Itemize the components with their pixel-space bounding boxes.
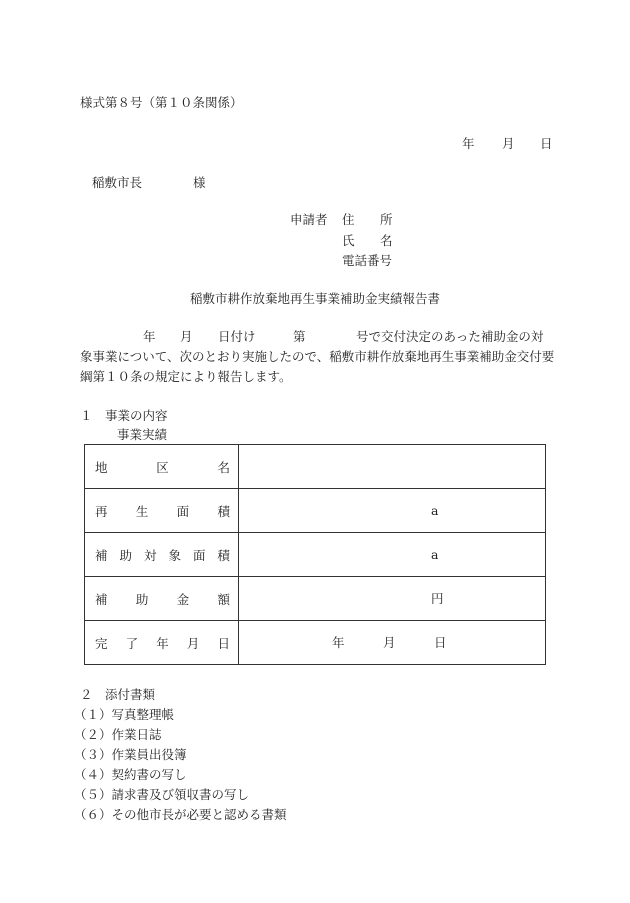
addressee-honorific: 様	[193, 175, 206, 190]
date-day: 日	[540, 136, 553, 151]
applicant-name-char-1: 氏	[342, 233, 355, 248]
label-char: 補	[95, 591, 108, 607]
results-table	[84, 444, 546, 665]
section1-subheading: 事業実績	[117, 427, 168, 442]
label-char: 区	[156, 459, 169, 475]
attachment-item-3: （３）作業員出役簿	[74, 747, 187, 762]
document-title: 稲敷市耕作放棄地再生事業補助金実績報告書	[189, 291, 440, 306]
label-char: 年	[156, 635, 169, 651]
row-label-reclaimed-area	[85, 489, 239, 533]
label-char: 象	[168, 547, 181, 563]
attachment-item-1: （１）写真整理帳	[74, 707, 175, 722]
section1-heading: １ 事業の内容	[80, 408, 168, 423]
date-year: 年	[462, 136, 475, 151]
table-row	[85, 533, 546, 577]
value-cell-reclaimed-area[interactable]	[239, 489, 546, 533]
table-row	[85, 577, 546, 621]
date-month: 月	[502, 136, 515, 151]
label-char: 地	[95, 459, 108, 475]
completion-month: 月	[383, 635, 396, 650]
body-line3: 綱第１０条の規定により報告します。	[80, 369, 292, 384]
form-number: 様式第８号（第１０条関係）	[80, 95, 243, 110]
unit-are: a	[431, 503, 439, 518]
row-label-district	[85, 445, 239, 489]
body-month: 月	[180, 329, 193, 344]
completion-day: 日	[434, 635, 447, 650]
value-cell-completion-date[interactable]	[239, 621, 546, 665]
label-char: 了	[125, 635, 139, 651]
section2-heading: ２ 添付書類	[80, 687, 156, 702]
table-row	[85, 445, 546, 489]
attachment-item-4: （４）契約書の写し	[74, 767, 187, 782]
label-char: 再	[95, 503, 108, 519]
label-char: 金	[176, 591, 190, 607]
body-dai: 第	[293, 329, 306, 344]
applicant-name-char-2: 名	[380, 233, 393, 248]
value-cell-subsidy-area[interactable]	[239, 533, 546, 577]
unit-are: a	[431, 547, 439, 562]
attachment-item-6: （６）その他市長が必要と認める書類	[74, 807, 287, 822]
addressee-name: 稲敷市長	[92, 175, 143, 190]
label-char: 積	[217, 547, 230, 563]
table-row	[85, 489, 546, 533]
applicant-address-char-1: 住	[342, 212, 355, 227]
attachment-item-2: （２）作業日誌	[74, 727, 162, 742]
unit-yen: 円	[431, 591, 444, 606]
label-char: 助	[119, 547, 132, 563]
label-char: 積	[217, 503, 230, 519]
body-line1-rest: 号で交付決定のあった補助金の対	[356, 329, 544, 344]
attachment-item-5: （５）請求書及び領収書の写し	[74, 787, 250, 802]
row-label-completion-date	[85, 621, 239, 665]
label-char: 名	[217, 459, 230, 475]
label-char: 助	[135, 591, 149, 607]
label-char: 月	[186, 635, 200, 651]
value-cell-subsidy-amount[interactable]	[239, 577, 546, 621]
table-row	[85, 621, 546, 665]
value-cell-district[interactable]	[239, 445, 546, 489]
applicant-label: 申請者	[290, 212, 328, 227]
label-char: 対	[143, 547, 157, 563]
label-char: 日	[217, 635, 230, 651]
label-char: 生	[135, 503, 149, 519]
body-line2: 象事業について、次のとおり実施したので、稲敷市耕作放棄地再生事業補助金交付要	[80, 349, 555, 364]
row-label-subsidy-area	[85, 533, 239, 577]
label-char: 額	[217, 591, 230, 607]
body-day-suffix: 日付け	[218, 329, 256, 344]
label-char: 補	[95, 547, 108, 563]
applicant-phone-label: 電話番号	[342, 253, 393, 268]
applicant-address-char-2: 所	[380, 212, 393, 227]
completion-year: 年	[332, 635, 345, 650]
label-char: 面	[176, 503, 190, 519]
label-char: 面	[192, 547, 206, 563]
label-char: 完	[95, 635, 108, 651]
body-year: 年	[143, 329, 156, 344]
row-label-subsidy-amount	[85, 577, 239, 621]
